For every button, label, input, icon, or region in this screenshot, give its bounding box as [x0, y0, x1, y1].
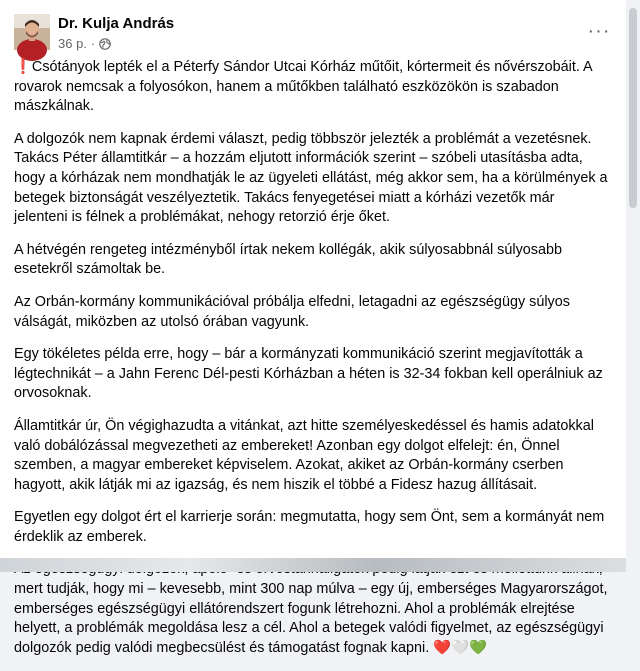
green-heart-icon: 💚: [469, 639, 487, 656]
page-scrollbar[interactable]: [626, 0, 640, 572]
paragraph: [14, 58, 612, 117]
paragraph: Államtitkár úr, Ön végighazudta a vitánkat, azt hitte személyeskedéssel és hamis adatokkal való dobálózással megvezetheti az embereket! Azonban egy dolgot elfelejt: én, Önnel szemben, a magyar embereket képviselem. Azokat, akiket az Orbán-kormány cserben hagyott, akik látják mi az igazság, és nem hiszik el többé a Fidesz hazug állításait.: [14, 417, 594, 493]
paragraph: A dolgozók nem kapnak érdemi választ, pedig többször jelezték a problémát a vezetésnek. Takács Péter államtitkár – a hozzám eljutott információk szerint – szóbeli utasításba adta, hogy a kórházak nem mondhatják le az ügyeleti ellátást, még akkor sem, ha a körülmények a betegek biztonságát veszélyeztetik. Takács fenyegetései miatt a kórházi vezetők már jelenteni is félnek a problémákat, nehogy retorzió érje őket.: [14, 130, 608, 226]
paragraph: [14, 560, 612, 658]
paragraph: Egy tökéletes példa erre, hogy – bár a kormányzati kommunikáció szerint megjavították a légtechnikát – a Jahn Ferenc Dél-pesti Kórházban a héten is 32-34 fokban kell operálniuk az orvosoknak.: [14, 346, 603, 402]
post-time[interactable]: 36 p.: [58, 36, 87, 51]
globe-icon[interactable]: [99, 38, 111, 50]
hearts-emoji: [433, 640, 487, 656]
paragraph: A hétvégén rengeteg intézményből írtak nekem kollégák, akik súlyosabbnál súlyosabb esetekről számoltak be.: [14, 241, 562, 278]
paragraph-text: Csótányok lepték el a Péterfy Sándor Utcai Kórház műtőit, kórtermeit és nővérszobáit. A rovarok nemcsak a folyosókon, hanem a műtőkben található eszközökön is szabadon mászkálnak.: [14, 59, 592, 115]
post-meta: [58, 36, 111, 51]
post-image-preview[interactable]: [0, 558, 626, 572]
post-text: [14, 58, 612, 671]
white-heart-icon: 🤍: [451, 639, 470, 656]
avatar[interactable]: [14, 14, 50, 50]
post-header: [0, 0, 626, 56]
avatar-photo-icon: [14, 14, 50, 50]
red-heart-icon: ❤️: [433, 639, 452, 656]
exclamation-icon: ❗: [14, 59, 32, 75]
meta-separator: ·: [90, 36, 96, 51]
author-name[interactable]: Dr. Kulja András: [58, 15, 175, 32]
more-options-icon[interactable]: ···: [587, 20, 611, 42]
scrollbar-thumb[interactable]: [629, 8, 637, 208]
paragraph-text: mert tudják, hogy mi – kevesebb, mint 300 nap múlva – egy új, emberséges Magyarországot, emberséges egészségügyi ellátórendszert fogunk létrehozni. Ahol a problémák elrejtése helyett, a problémák megoldása lesz a cél. Ahol a betegek valódi figyelmet, az egészségügyi dolgozók pedig valódi megbecsülést és támogatást fognak kapni.: [14, 581, 608, 656]
paragraph: Az Orbán-kormány kommunikációval próbálja elfedni, letagadni az egészségügy súlyos válságát, miközben az utolsó órában vagyunk.: [14, 293, 570, 330]
paragraph: Egyetlen egy dolgot ért el karrierje során: megmutatta, hogy sem Önt, sem a kormányát nem érdeklik az emberek.: [14, 509, 605, 545]
